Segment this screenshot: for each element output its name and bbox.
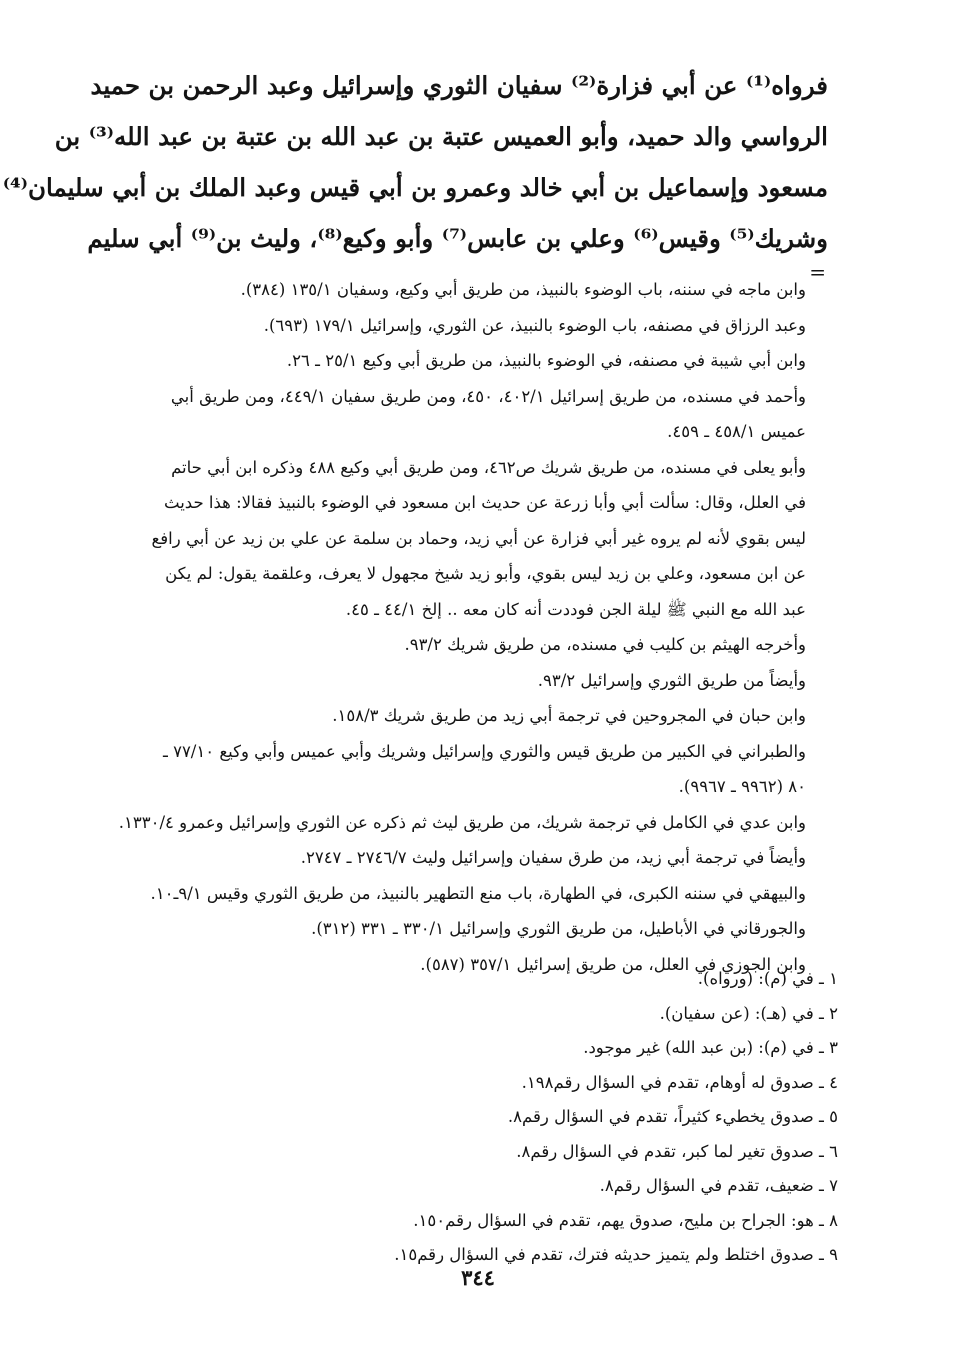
note-line: وأيضاً في ترجمة أبي زيد، من طرق سفيان وإسرائيل وليث ٢٧٤٦/٧ ـ ٢٧٤٧. [300,848,806,867]
footnote-continuation-marker: = [809,260,826,284]
footnote-item: ٩ ـ صدوق اختلط ولم يتميز حديثه فترك، تقدم في السؤال رقم١٥. [394,1245,838,1264]
note-line: وابن عدي في الكامل في ترجمة شريك، من طريق ليث ثم ذكره عن الثوري وإسرائيل وعمرو ١٣٣٠/٤. [118,812,806,832]
note-line: وابن أبي شيبة في مصنفه، في الوضوء بالنبيذ، من طريق أبي وكيع ٢٥/١ ـ ٢٦. [286,351,806,370]
note-line: والجورقاني في الأباطيل، من طريق الثوري وإسرائيل ٣٣٠/١ ـ ٣٣١ (٣١٢). [311,919,806,938]
numbered-footnotes [118,962,838,1273]
note-line: عميس ٤٥٨/١ ـ ٤٥٩. [667,422,806,441]
note-line: وأحمد في مسنده، من طريق إسرائيل ٤٠٢/١، ٤٥٠، ومن طريق سفيان ٤٤٩/١، ومن طريق أبي [170,386,806,406]
footnote-item: ٢ ـ في (هـ): (عن سفيان). [659,1003,838,1023]
note-line: وأبو يعلى في مسنده، من طريق شريك ص٤٦٢، ومن طريق أبي وكيع ٤٨٨ وذكره ابن أبي حاتم [171,457,806,477]
note-line: وابن الجوزي في العلل، من طريق إسرائيل ٣٥٧/١ (٥٨٧). [420,954,806,974]
main-text-line: فرواه⁽¹⁾ عن أبي فزارة⁽²⁾ سفيان الثوري وإسرائيل وعبد الرحمن بن حميد [90,71,828,100]
footnote-item: ٥ ـ صدوق يخطيء كثيراً، تقدم في السؤال رقم٨. [507,1107,838,1126]
footnote-item: ١ ـ في (م): (ورواه). [697,969,838,988]
main-text-line: وشريك⁽⁵⁾ وقيس⁽⁶⁾ وعلي بن عابس⁽⁷⁾ وأبو وكيع⁽⁸⁾، وليث بن⁽⁹⁾ أبي سليم [87,224,828,253]
footnote-item: ٣ ـ في (م): (بن عبد الله) غير موجود. [583,1038,838,1057]
note-line: وابن ماجه في سننه، باب الوضوء بالنبيذ، من طريق أبي وكيع، وسفيان ١٣٥/١ (٣٨٤). [240,280,806,299]
main-text-line: الرواسي والد حميد، وأبو العميس عتبة بن عبد الله بن عتبة بن عبد الله⁽³⁾ بن [54,122,828,151]
note-line: عبد الله مع النبي ﷺ ليلة الجن فوددت أنه كان معه .. إلخ ٤٤/١ ـ ٤٥. [345,599,806,619]
page-number: ٣٤٤ [461,1265,495,1290]
footnote-item: ٨ ـ هو: الجراح بن مليح، صدوق يهم، تقدم في السؤال رقم١٥٠. [413,1210,838,1230]
footnote-item: ٤ ـ صدوق له أوهام، تقدم في السؤال رقم١٩٨. [521,1072,838,1092]
note-line: ليس بقوي لأنه لم يروه غير أبي فزارة عن أبي زيد، وحماد بن سلمة عن علي بن زيد عن أبي رافع [151,528,806,548]
footnote-item: ٧ ـ ضعيف، تقدم في السؤال رقم٨. [599,1176,838,1195]
note-line: في العلل، وقال: سألت أبي وأبا زرعة عن حديث ابن مسعود في الوضوء بالنبيذ فقالا: هذا حديث [164,493,806,512]
note-line: وأيضاً من طريق الثوري وإسرائيل ٩٣/٢. [537,670,806,690]
continued-footnote-block [118,272,806,982]
note-line: والطبراني في الكبير من طريق قيس والثوري وإسرائيل وشريك وأبي عميس وأبي وكيع ٧٧/١٠ ـ [162,741,806,761]
main-text-block [2,60,828,264]
note-line: وعبد الرزاق في مصنفه، باب الوضوء بالنبيذ، عن الثوري، وإسرائيل ١٧٩/١ (٦٩٣). [263,315,806,335]
note-line: عن ابن مسعود، وعلي بن زيد ليس بقوي، وأبو زيد شيخ مجهول لا يعرف، وعلقمة يقول: لم يكن [165,564,806,583]
main-text-line: مسعود وإسماعيل بن أبي خالد وعمرو بن أبي قيس وعبد الملك بن أبي سليمان⁽⁴⁾ [2,173,828,202]
note-line: وابن حبان في المجروحين في ترجمة أبي زيد من طريق شريك ١٥٨/٣. [332,706,806,725]
note-line: ٨٠ (٩٩٦٢ ـ ٩٩٦٧). [678,777,806,796]
footnote-item: ٦ ـ صدوق تغير لما كبر، تقدم في السؤال رقم٨. [516,1141,838,1161]
note-line: وأخرجه الهيثم بن كليب في مسنده، من طريق شريك ٩٣/٢. [404,635,806,654]
note-line: والبيهقي في سننه الكبرى، في الطهارة، باب منع التطهير بالنبيذ، من طريق الثوري وقيس ٩/١ـ١٠. [150,883,806,903]
